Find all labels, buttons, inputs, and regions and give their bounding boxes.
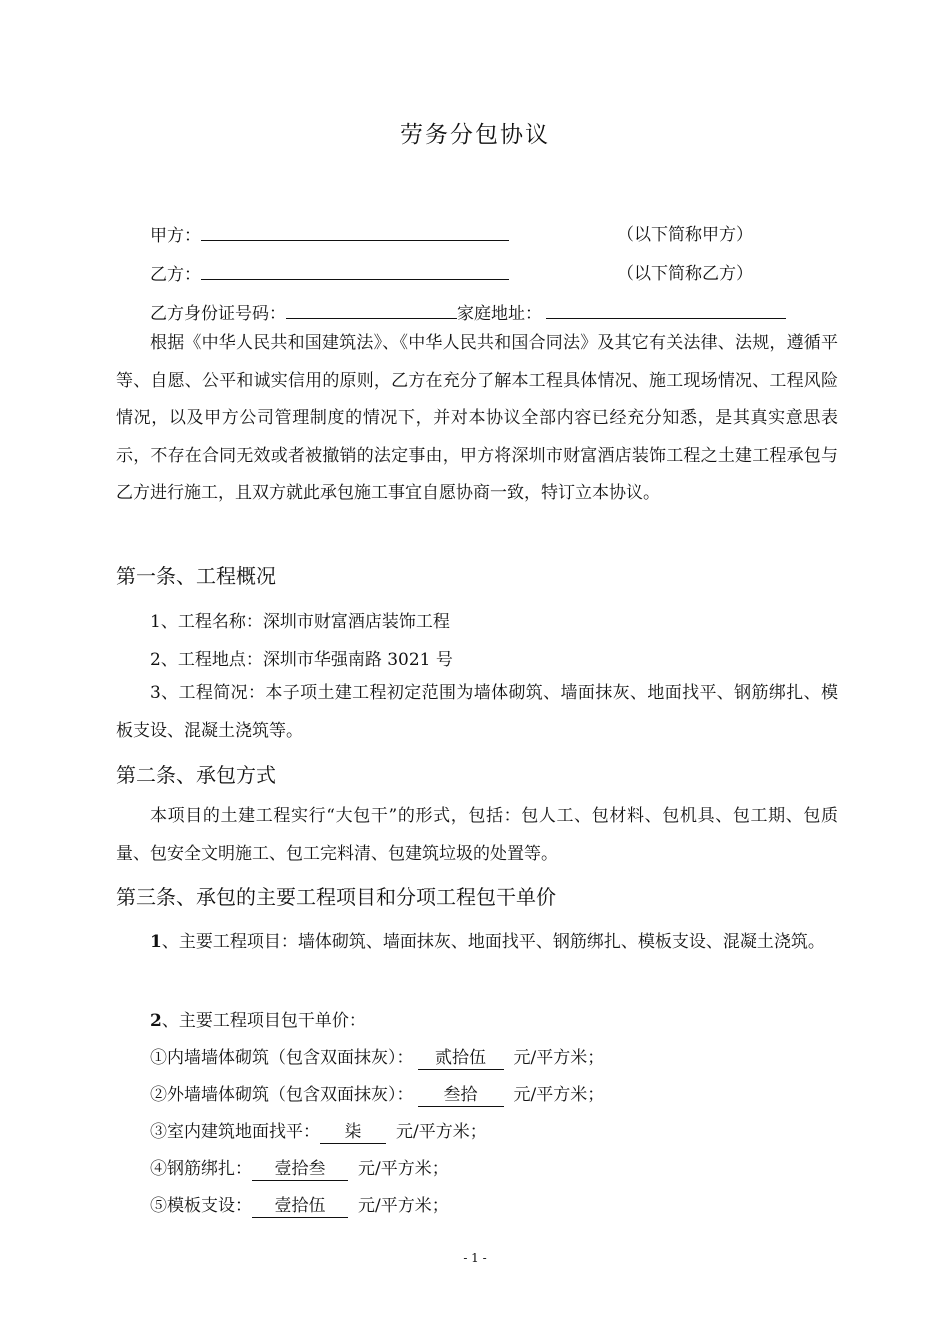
- party-a-label: 甲方：: [150, 226, 201, 246]
- id-blank: [286, 298, 457, 319]
- price-row: [150, 1191, 449, 1218]
- article2-heading: 第二条、承包方式: [116, 763, 276, 787]
- price-value: 壹拾叁: [252, 1158, 348, 1181]
- price-label: ③室内建筑地面找平：: [150, 1122, 320, 1142]
- page-number: - 1 -: [463, 1251, 487, 1265]
- price-label: ④钢筋绑扎：: [150, 1159, 252, 1179]
- price-unit: 元/平方米；: [358, 1196, 449, 1216]
- party-a-line: [150, 220, 509, 246]
- price-unit: 元/平方米；: [358, 1159, 449, 1179]
- article1-heading: 第一条、工程概况: [116, 564, 276, 588]
- article3-item2-number: 2: [150, 1011, 162, 1031]
- address-blank: [546, 298, 786, 319]
- price-row: [150, 1080, 604, 1107]
- id-address-line: [150, 298, 786, 324]
- article3-item2-text: 、主要工程项目包干单价：: [161, 1011, 366, 1031]
- price-unit: 元/平方米；: [513, 1048, 605, 1068]
- article3-item1-text: 、主要工程项目：墙体砌筑、墙面抹灰、地面找平、钢筋绑扎、模板支设、混凝土浇筑。: [161, 932, 825, 952]
- address-label: 家庭地址：: [457, 304, 542, 324]
- price-row: [150, 1154, 449, 1181]
- price-label: ②外墙墙体砌筑（包含双面抹灰）：: [150, 1085, 414, 1105]
- article1-item2: 2、工程地点：深圳市华强南路 3021 号: [150, 650, 453, 670]
- price-label: ⑤模板支设：: [150, 1196, 252, 1216]
- id-label: 乙方身份证号码：: [150, 304, 286, 324]
- price-value: 贰拾伍: [418, 1047, 504, 1070]
- party-b-line: [150, 259, 509, 285]
- article3-heading: 第三条、承包的主要工程项目和分项工程包干单价: [116, 885, 556, 909]
- party-a-note: （以下简称甲方）: [617, 225, 753, 245]
- article3-item1-number: 1: [150, 932, 162, 952]
- article2-text: 本项目的土建工程实行“大包干”的形式，包括：包人工、包材料、包机具、包工期、包质量、包安全文明施工、包工完料清、包建筑垃圾的处置等。: [116, 806, 838, 864]
- price-unit: 元/平方米；: [396, 1122, 487, 1142]
- party-a-blank: [201, 220, 509, 241]
- price-value: 柒: [320, 1121, 386, 1144]
- party-b-blank: [201, 259, 509, 280]
- price-unit: 元/平方米；: [513, 1085, 605, 1105]
- intro-paragraph: 根据《中华人民共和国建筑法》、《中华人民共和国合同法》及其它有关法律、法规，遵循平等、自愿、公平和诚实信用的原则，乙方在充分了解本工程具体情况、施工现场情况、工程风险情况，以及甲方公司管理制度的情况下，并对本协议全部内容已经充分知悉，是其真实意思表示，不存在合同无效或者被撤销的法定事由，甲方将深圳市财富酒店装饰工程之土建工程承包与乙方进行施工，且双方就此承包施工事宜自愿协商一致，特订立本协议。: [116, 333, 838, 503]
- party-b-label: 乙方：: [150, 265, 201, 285]
- article1-item1: 1、工程名称：深圳市财富酒店装饰工程: [150, 612, 450, 632]
- article3-item2: [150, 1006, 366, 1031]
- party-b-note: （以下简称乙方）: [617, 264, 753, 284]
- article3-item1: [116, 924, 838, 962]
- price-row: [150, 1043, 604, 1070]
- article1-item3: 3、工程简况：本子项土建工程初定范围为墙体砌筑、墙面抹灰、地面找平、钢筋绑扎、模板支设、混凝土浇筑等。: [116, 683, 838, 741]
- price-value: 叁拾: [418, 1084, 504, 1107]
- price-value: 壹拾伍: [252, 1195, 348, 1218]
- document-title: 劳务分包协议: [400, 122, 550, 148]
- price-row: [150, 1117, 487, 1144]
- price-label: ①内墙墙体砌筑（包含双面抹灰）：: [150, 1048, 414, 1068]
